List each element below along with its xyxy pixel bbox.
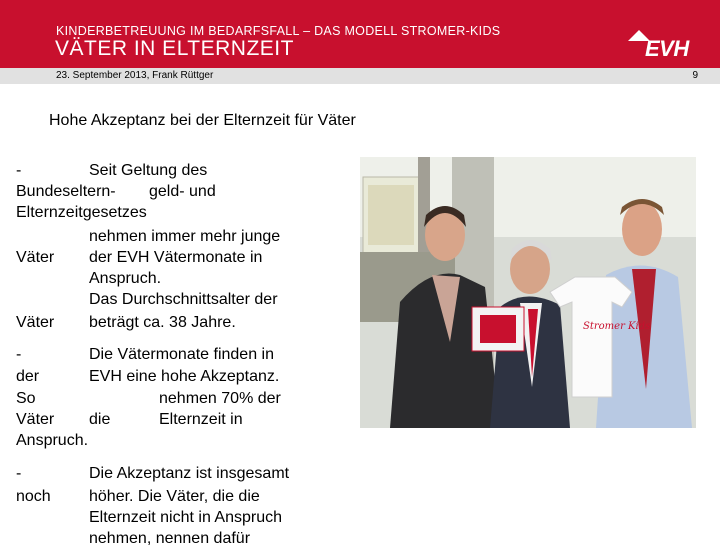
header-kicker: KINDERBETREUUNG IM BEDARFSFALL – DAS MODELL STROMER-KIDS (56, 24, 501, 38)
bullet-text-line: Väter (16, 249, 55, 266)
onesie-text: Stromer Kids (583, 321, 651, 332)
bullet-dash: - (16, 162, 22, 179)
page-number: 9 (692, 70, 698, 81)
bullet-dash: - (16, 346, 22, 363)
bullet-text-line: der EVH Vätermonate in (89, 249, 263, 266)
bullet-text-line: höher. Die Väter, die die (89, 488, 260, 505)
header-bar (0, 0, 720, 84)
slide-title: VÄTER IN ELTERNZEIT (55, 37, 294, 60)
bullet-text-line: Väter (16, 411, 55, 428)
bullet-text-line: Bundeseltern- (16, 183, 116, 200)
date-author: 23. September 2013, Frank Rüttger (56, 70, 214, 81)
bullet-text-line: nehmen, nennen dafür (89, 530, 251, 547)
bullet-text-line: Elternzeit in (159, 411, 243, 428)
bullet-text-line: Elternzeitgesetzes (16, 204, 147, 221)
bullet-text-line: Anspruch. (89, 270, 162, 287)
bullet-text-line: Seit Geltung des (89, 162, 208, 179)
bullet-text-line: nehmen 70% der (159, 390, 281, 407)
bullet-text-line: nehmen immer mehr junge (89, 228, 281, 245)
bullet-text-line: Die Akzeptanz ist insgesamt (89, 465, 290, 482)
bullet-text-line: Väter (16, 314, 55, 331)
bullet-text-line: Das Durchschnittsalter der (89, 291, 278, 308)
bullet-text-line: EVH eine hohe Akzeptanz. (89, 368, 280, 385)
bullet-dash: - (16, 465, 22, 482)
bullet-text-line: die (89, 411, 111, 428)
bullet-text-line: Elternzeit nicht in Anspruch (89, 509, 282, 526)
logo-text: EVH (645, 36, 689, 61)
bullet-text-line: So (16, 390, 36, 407)
slide-heading: Hohe Akzeptanz bei der Elternzeit für Väter (49, 112, 356, 129)
bullet-text-line: beträgt ca. 38 Jahre. (89, 314, 236, 331)
bullet-text-line: der (16, 368, 40, 385)
photo (360, 157, 696, 428)
bullet-text-line: geld- und (149, 183, 216, 200)
bullet-text-line: Die Vätermonate finden in (89, 346, 274, 363)
bullet-text-line: Anspruch. (16, 432, 89, 449)
photo-illustration (360, 157, 696, 428)
bullet-text-line: noch (16, 488, 51, 505)
